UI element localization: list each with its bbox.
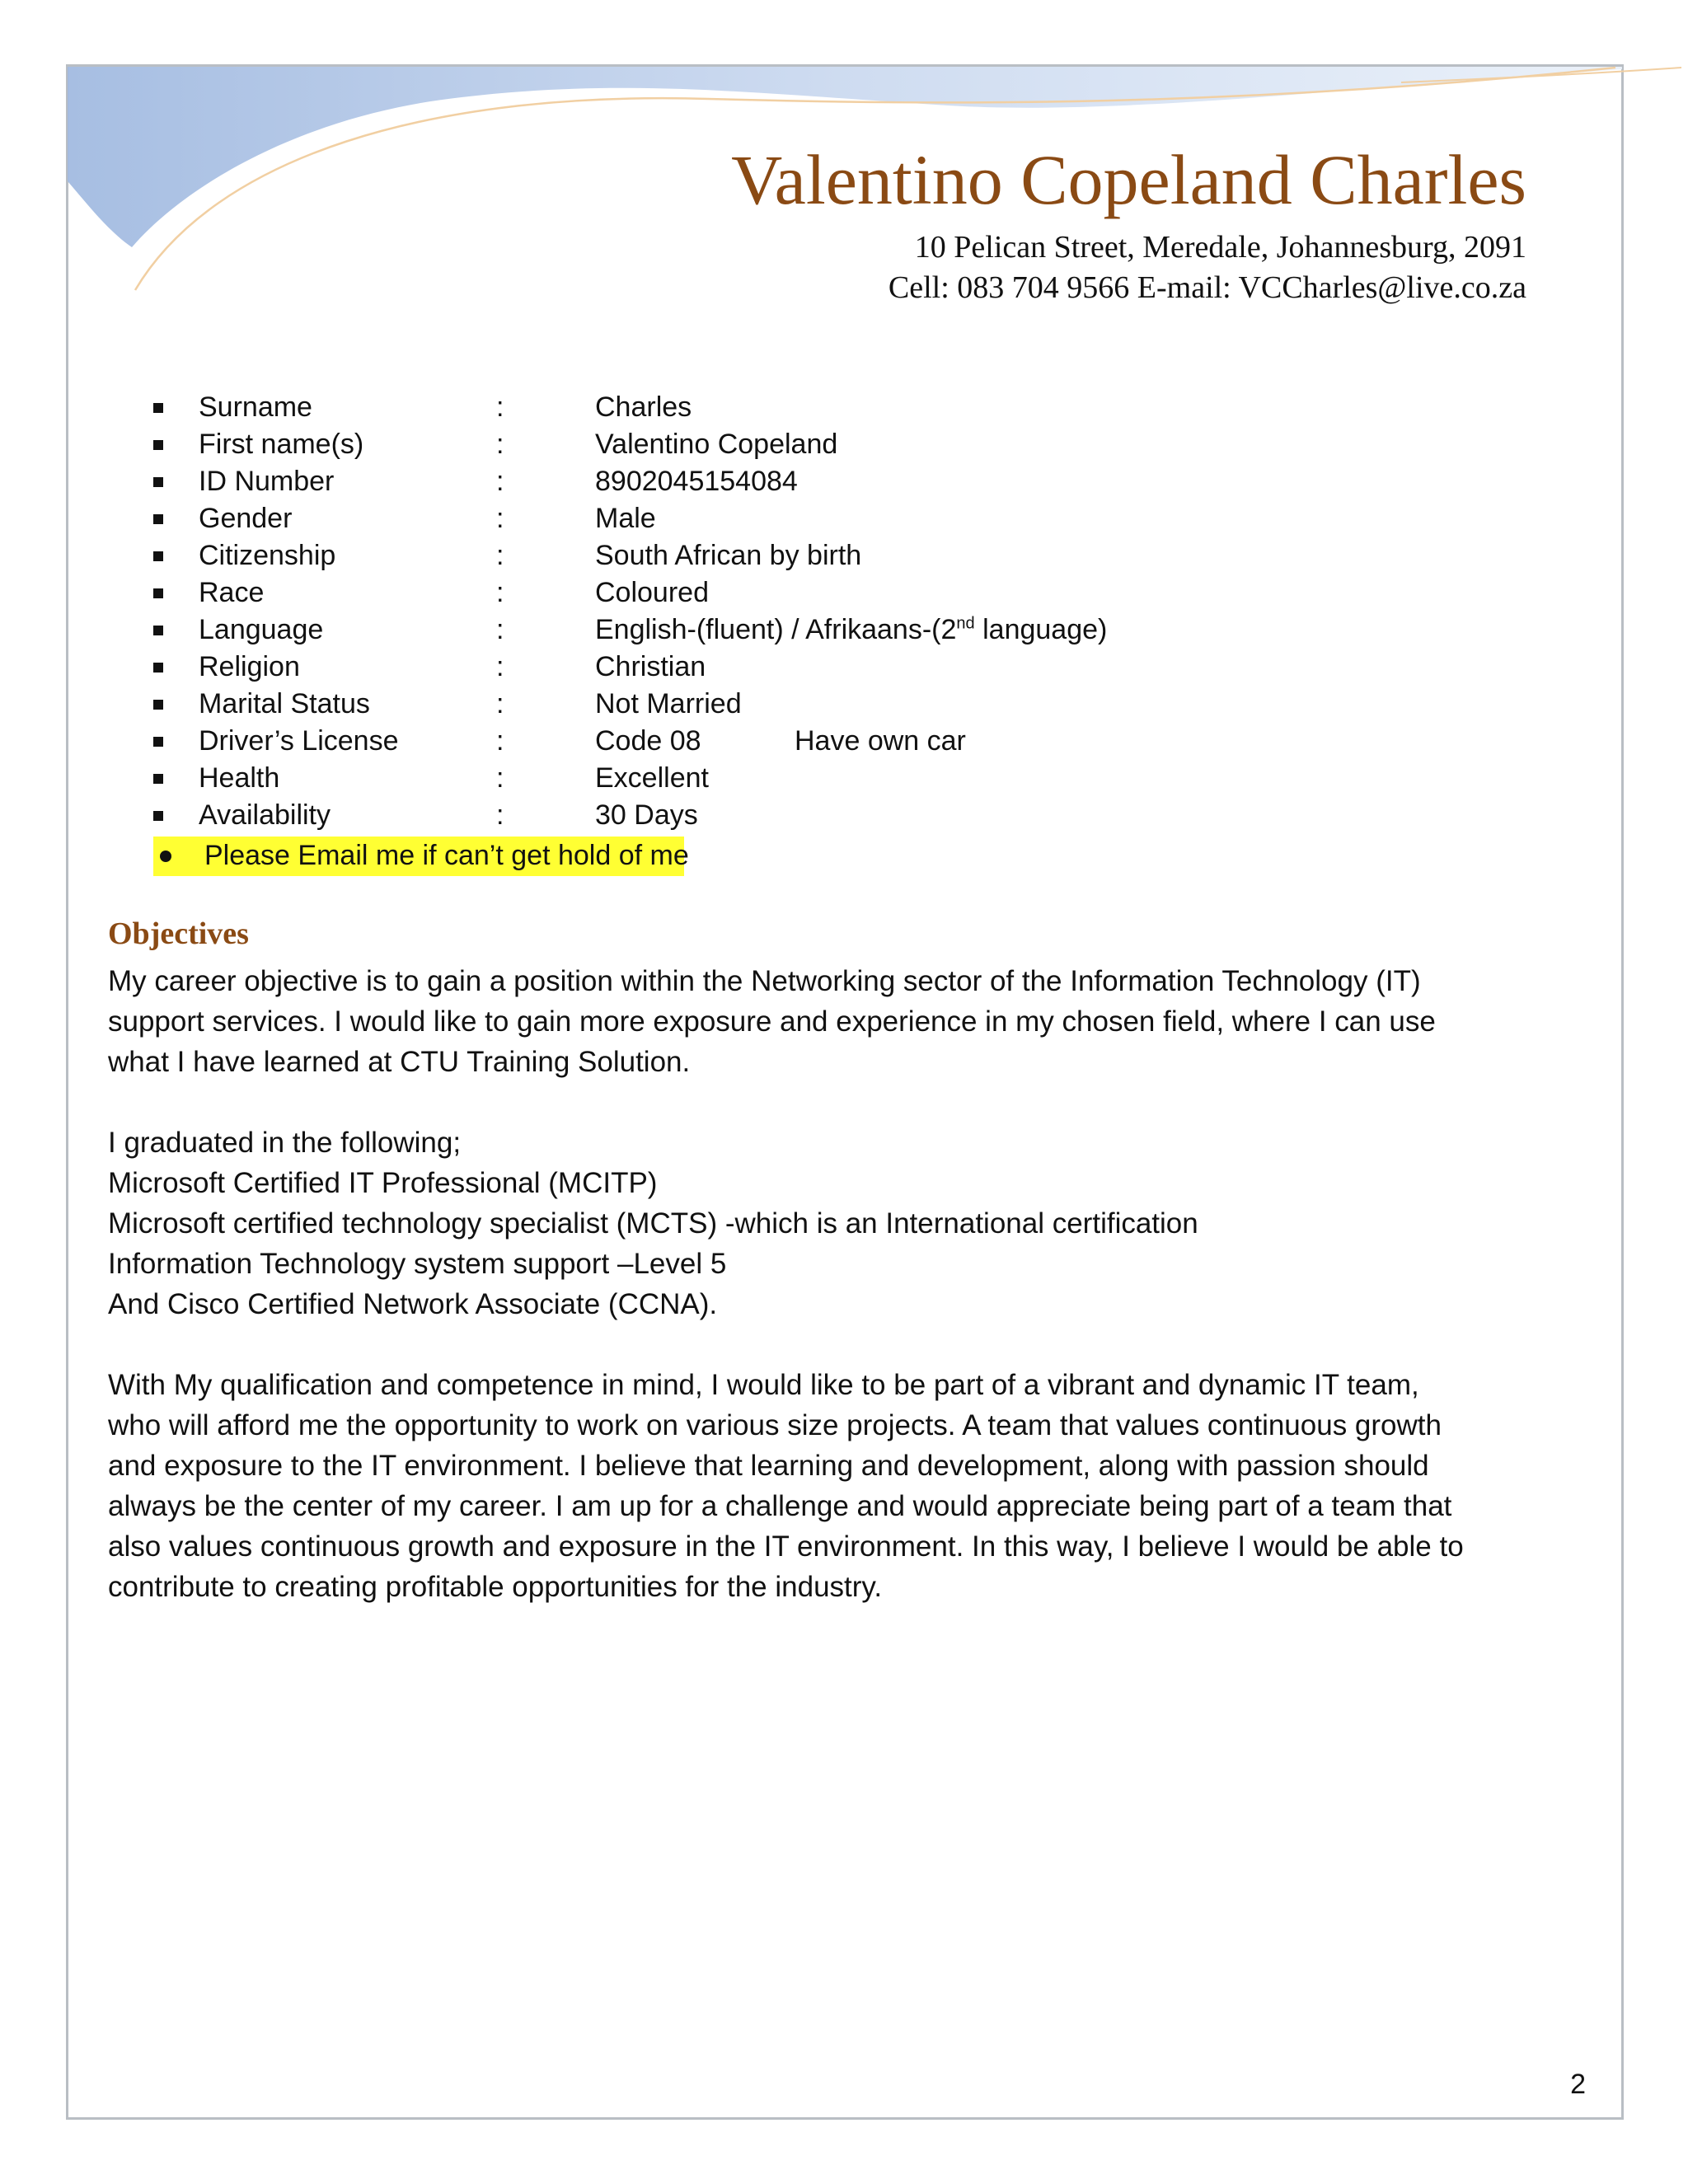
- square-bullet-icon: [153, 737, 163, 747]
- square-bullet-icon: [153, 440, 163, 450]
- page-frame: [66, 64, 1624, 2120]
- goals-paragraph: With My qualification and competence in mind, I would like to be part of a vibrant and dynamic IT team, who will afford me the opportunity to work on various size projects. A team that values continuous growth and exposure to the IT environment. I believe that learning and development, along with passion should always be the center of my career. I am up for a challenge and would appreciate being part of a team that also values continuous growth and exposure in the IT environment. In this way, I believe I would be able to contribute to creating profitable opportunities for the industry.: [108, 1369, 1464, 1603]
- square-bullet-icon: [153, 551, 163, 561]
- address: 10 Pelican Street, Meredale, Johannesburg, 2091: [914, 230, 1526, 265]
- section-heading-objectives: Objectives: [108, 916, 249, 951]
- candidate-name: Valentino Copeland Charles: [731, 140, 1526, 219]
- square-bullet-icon: [153, 626, 163, 635]
- square-bullet-icon: [153, 774, 163, 784]
- square-bullet-icon: [153, 403, 163, 413]
- square-bullet-icon: [153, 514, 163, 524]
- square-bullet-icon: [153, 811, 163, 821]
- square-bullet-icon: [153, 663, 163, 673]
- objective-paragraph: My career objective is to gain a position within the Networking sector of the Information Technology (IT) support services. I would like to gain more exposure and experience in my chosen field, where I can use what I have learned at CTU Training Solution.: [108, 965, 1436, 1078]
- square-bullet-icon: [153, 700, 163, 710]
- highlighted-note: Please Email me if can’t get hold of me: [153, 837, 684, 876]
- square-bullet-icon: [153, 477, 163, 487]
- square-bullet-icon: [153, 588, 163, 598]
- page-number: 2: [1570, 2069, 1586, 2100]
- contact-info: Cell: 083 704 9566 E-mail: VCCharles@live.co.za: [888, 270, 1526, 305]
- qualifications-paragraph: I graduated in the following; Microsoft Certified IT Professional (MCITP) Microsoft certified technology specialist (MCTS) -which is an International certification Information Technology system support –Level 5 And Cisco Certified Network Associate (CCNA).: [108, 1127, 1198, 1320]
- round-bullet-icon: [160, 851, 171, 862]
